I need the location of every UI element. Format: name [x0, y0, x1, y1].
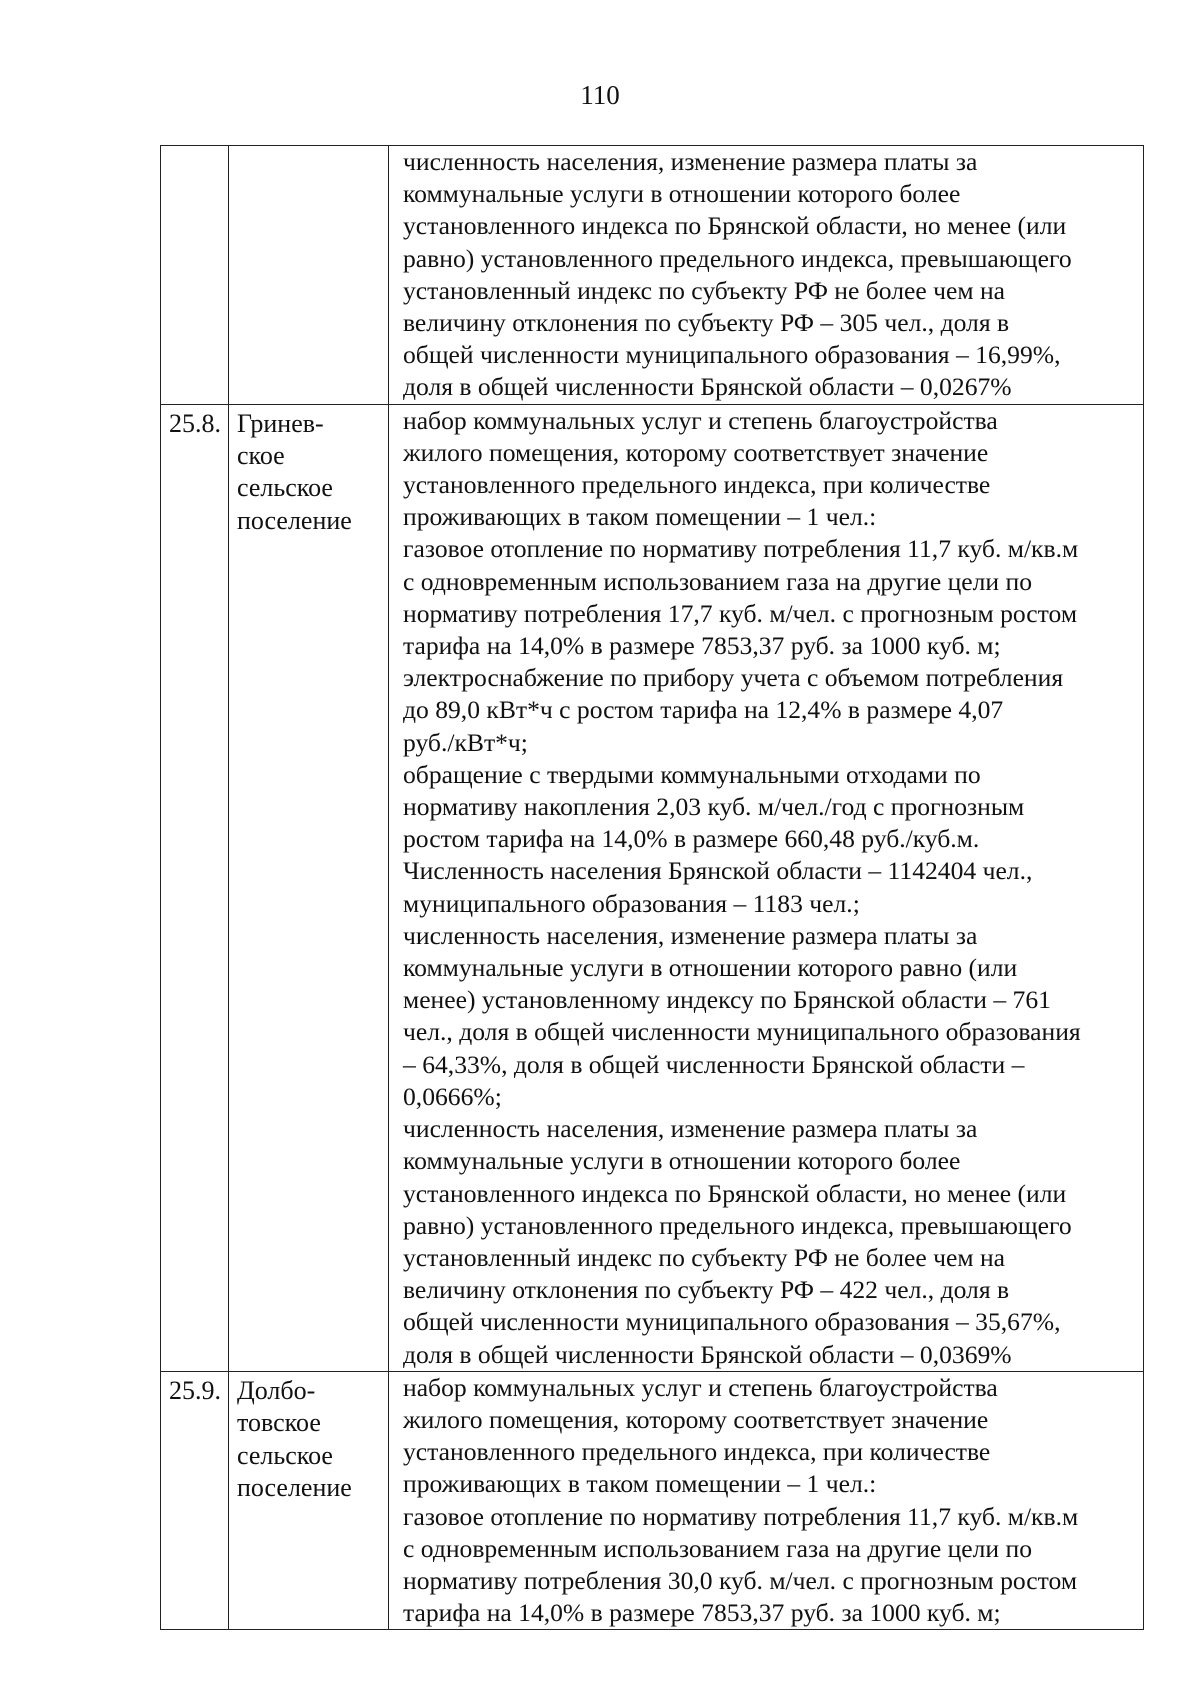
- description-line: установленного предельного индекса, при количестве: [403, 470, 991, 500]
- description-line: численность населения, изменение размера платы за: [403, 147, 978, 176]
- description-line: коммунальные услуги в отношении которого более: [403, 179, 961, 209]
- description-line: равно) установленного предельного индекса, превышающего: [403, 243, 1072, 273]
- description-line: муниципального образования – 1183 чел.;: [403, 888, 860, 918]
- description-line: обращение с твердыми коммунальными отходами по: [403, 759, 981, 789]
- settlement-name-line: ское: [237, 441, 285, 471]
- description-line: жилого помещения, которому соответствует значение: [403, 1404, 989, 1434]
- description-line: набор коммунальных услуг и степень благоустройства: [403, 405, 998, 435]
- description-line: установленного предельного индекса, при количестве: [403, 1437, 991, 1467]
- description-line: газовое отопление по нормативу потребления 11,7 куб. м/кв.м: [403, 1501, 1079, 1531]
- settlement-name-line: сельское: [237, 1440, 333, 1470]
- description-line: величину отклонения по субъекту РФ – 422 чел., доля в: [403, 1275, 1010, 1305]
- page-number: 110: [580, 80, 620, 110]
- settlement-name-line: Гринев-: [237, 408, 324, 438]
- description-line: менее) установленному индексу по Брянской области – 761: [403, 985, 1051, 1015]
- description-line: нормативу накопления 2,03 куб. м/чел./год с прогнозным: [403, 792, 1025, 822]
- table-row: [161, 404, 1144, 1371]
- description-line: общей численности муниципального образования – 16,99%,: [403, 340, 1061, 370]
- table-row: [161, 1371, 1144, 1630]
- description-line: равно) установленного предельного индекса, превышающего: [403, 1210, 1072, 1240]
- description-line: коммунальные услуги в отношении которого равно (или: [403, 953, 1018, 983]
- settlement-name-line: поселение: [237, 1472, 352, 1502]
- description-line: 0,0666%;: [403, 1081, 502, 1111]
- description-line: доля в общей численности Брянской области – 0,0369%: [403, 1339, 1012, 1369]
- description-line: численность населения, изменение размера платы за: [403, 920, 978, 950]
- settlement-name-line: товское: [237, 1408, 321, 1438]
- description-line: нормативу потребления 17,7 куб. м/чел. с прогнозным ростом: [403, 598, 1078, 628]
- description-line: установленного индекса по Брянской области, но менее (или: [403, 1178, 1067, 1208]
- description-line: общей численности муниципального образования – 35,67%,: [403, 1307, 1061, 1337]
- settlement-name-line: Долбо-: [237, 1375, 316, 1405]
- description-line: установленный индекс по субъекту РФ не более чем на: [403, 275, 1006, 305]
- description-line: нормативу потребления 30,0 куб. м/чел. с прогнозным ростом: [403, 1565, 1078, 1595]
- row-number-cell: 25.9.: [161, 1371, 229, 1630]
- description-line: Численность населения Брянской области – 1142404 чел.,: [403, 856, 1033, 886]
- description-line: проживающих в таком помещении – 1 чел.:: [403, 502, 877, 532]
- description-line: численность населения, изменение размера платы за: [403, 1114, 978, 1144]
- description-line: ростом тарифа на 14,0% в размере 660,48 руб./куб.м.: [403, 824, 980, 854]
- description-line: газовое отопление по нормативу потребления 11,7 куб. м/кв.м: [403, 534, 1079, 564]
- description-line: установленный индекс по субъекту РФ не более чем на: [403, 1242, 1006, 1272]
- document-table: [160, 145, 1144, 1630]
- description-line: чел., доля в общей численности муниципального образования: [403, 1017, 1081, 1047]
- row-number-cell: 25.8.: [161, 404, 229, 1371]
- settlement-name-line: поселение: [237, 505, 352, 535]
- description-line: с одновременным использованием газа на другие цели по: [403, 566, 1033, 596]
- description-line: установленного индекса по Брянской области, но менее (или: [403, 211, 1067, 241]
- description-cell: [389, 404, 1144, 1371]
- table-row: [161, 146, 1144, 405]
- description-line: руб./кВт*ч;: [403, 727, 528, 757]
- description-line: до 89,0 кВт*ч с ростом тарифа на 12,4% в размере 4,07: [403, 695, 1004, 725]
- description-line: коммунальные услуги в отношении которого более: [403, 1146, 961, 1176]
- description-cell: [389, 1371, 1144, 1630]
- description-line: электроснабжение по прибору учета с объемом потребления: [403, 663, 1064, 693]
- description-line: жилого помещения, которому соответствует значение: [403, 437, 989, 467]
- description-line: доля в общей численности Брянской области – 0,0267%: [403, 372, 1012, 402]
- description-line: – 64,33%, доля в общей численности Брянской области –: [403, 1049, 1025, 1079]
- description-line: набор коммунальных услуг и степень благоустройства: [403, 1372, 998, 1402]
- settlement-name-cell: [229, 404, 389, 1371]
- settlement-name-line: сельское: [237, 473, 333, 503]
- description-line: величину отклонения по субъекту РФ – 305 чел., доля в: [403, 308, 1010, 338]
- description-line: тарифа на 14,0% в размере 7853,37 руб. за 1000 куб. м;: [403, 1598, 1001, 1628]
- settlement-name-cell: [229, 146, 389, 405]
- description-line: с одновременным использованием газа на другие цели по: [403, 1533, 1033, 1563]
- description-cell: [389, 146, 1144, 405]
- row-number-cell: [161, 146, 229, 405]
- description-line: проживающих в таком помещении – 1 чел.:: [403, 1469, 877, 1499]
- description-line: тарифа на 14,0% в размере 7853,37 руб. за 1000 куб. м;: [403, 631, 1001, 661]
- settlement-name-cell: [229, 1371, 389, 1630]
